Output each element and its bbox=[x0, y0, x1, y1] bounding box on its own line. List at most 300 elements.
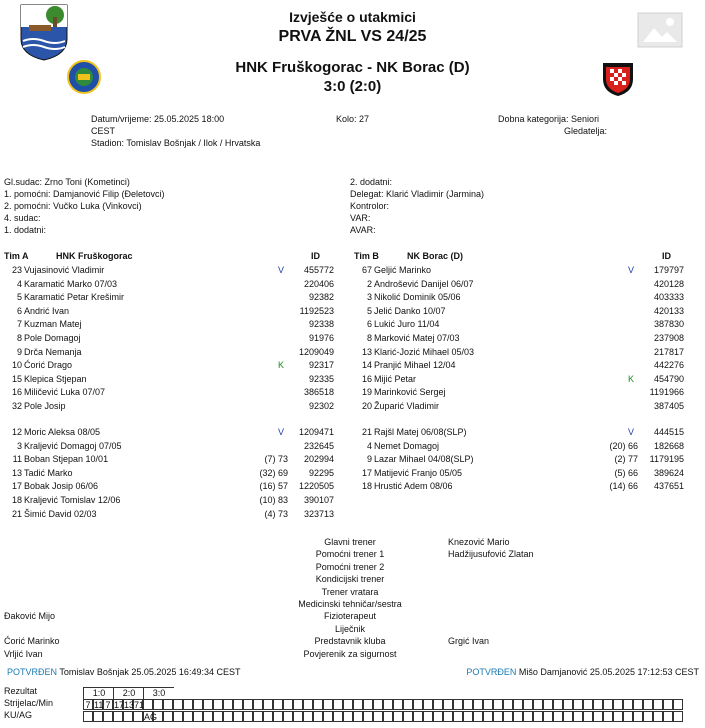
ku-ag-cell bbox=[293, 711, 303, 722]
player-sub-minute: (10) 83 bbox=[259, 495, 288, 505]
player-name: Tadić Marko bbox=[24, 467, 73, 478]
player-row bbox=[4, 318, 344, 332]
player-id: 92295 bbox=[308, 467, 334, 478]
player-number: 14 bbox=[361, 360, 372, 371]
player-row bbox=[4, 467, 344, 481]
player-number: 67 bbox=[361, 265, 372, 275]
scorer-cell bbox=[173, 699, 183, 710]
player-id: 323713 bbox=[303, 508, 334, 519]
ku-ag-cell bbox=[343, 711, 353, 722]
player-row bbox=[354, 278, 694, 292]
player-id: 237908 bbox=[653, 333, 684, 343]
scorer-cell bbox=[623, 699, 633, 710]
ku-ag-cell: AG bbox=[144, 712, 158, 722]
player-role-mark: K bbox=[628, 373, 635, 384]
scorer-cell bbox=[593, 699, 603, 710]
ku-ag-cell bbox=[403, 711, 413, 722]
scorer-cell bbox=[183, 699, 193, 710]
player-name: Marković Matej 07/03 bbox=[374, 333, 460, 343]
player-id: 1209471 bbox=[298, 427, 334, 437]
player-sub-minute: (32) 69 bbox=[259, 467, 288, 478]
player-id: 92302 bbox=[308, 401, 334, 411]
player-number: 2 bbox=[366, 278, 372, 289]
player-number: 3 bbox=[16, 440, 22, 451]
player-name: Lukić Juro 11/04 bbox=[374, 319, 440, 330]
ku-ag-cell bbox=[453, 711, 463, 722]
ku-ag-cell bbox=[123, 711, 133, 722]
player-sub-minute: (14) 66 bbox=[609, 481, 638, 492]
player-name: Nemet Domagoj bbox=[374, 440, 440, 451]
player-number: 13 bbox=[11, 467, 22, 478]
player-id: 1220505 bbox=[298, 481, 334, 492]
ku-ag-cell bbox=[513, 711, 523, 722]
player-name: Pole Domagoj bbox=[24, 333, 81, 343]
scorer-cell bbox=[143, 699, 153, 710]
ku-ag-cell bbox=[233, 711, 243, 722]
scorer-cell bbox=[573, 699, 583, 710]
official-line: 4. sudac: bbox=[4, 212, 41, 223]
result-cell: 2:0 bbox=[113, 687, 144, 699]
home-staff-name: Ćorić Marinko bbox=[4, 636, 60, 647]
player-number: 3 bbox=[366, 292, 372, 303]
scorer-cell: 71 bbox=[134, 700, 145, 710]
player-number: 20 bbox=[361, 401, 372, 411]
player-row bbox=[354, 440, 694, 454]
player-name: Rajšl Matej 06/08(SLP) bbox=[374, 427, 467, 437]
result-cell: 1:0 bbox=[83, 687, 114, 699]
ku-ag-cell bbox=[413, 711, 423, 722]
ku-ag-cell bbox=[333, 711, 343, 722]
match-score: 3:0 (2:0) bbox=[323, 78, 382, 95]
player-number: 4 bbox=[16, 278, 22, 289]
staff-role: Medicinski tehničar/sestra bbox=[298, 599, 402, 609]
player-name: Moric Aleksa 08/05 bbox=[24, 427, 101, 437]
scorer-cell bbox=[533, 699, 543, 710]
scorer-cell bbox=[603, 699, 613, 710]
ku-ag-cell bbox=[263, 711, 273, 722]
scorer-cell bbox=[163, 699, 173, 710]
player-row bbox=[4, 386, 344, 400]
player-id: 389624 bbox=[653, 467, 684, 478]
home-staff-name: Đaković Mijo bbox=[4, 611, 56, 622]
player-sub-minute: (2) 77 bbox=[614, 454, 638, 465]
player-row bbox=[4, 305, 344, 319]
player-id: 1191966 bbox=[649, 387, 684, 398]
away-staff-name: Knezović Mario bbox=[448, 537, 510, 547]
scorer-cell bbox=[653, 699, 663, 710]
player-number: 11 bbox=[12, 454, 22, 465]
player-name: Boban Stjepan 10/01 bbox=[24, 454, 109, 465]
player-name: Androšević Danijel 06/07 bbox=[374, 278, 474, 289]
ku-ag-cell bbox=[423, 711, 433, 722]
scorer-cell bbox=[243, 699, 253, 710]
ku-ag-cell bbox=[363, 711, 373, 722]
player-sub-minute: (5) 66 bbox=[614, 467, 638, 478]
player-name: Mijić Petar bbox=[374, 373, 417, 384]
ku-ag-cell bbox=[93, 711, 103, 722]
ku-ag-cell bbox=[183, 711, 193, 722]
scorer-row-label: Strijelac/Min bbox=[4, 698, 54, 708]
county-crest bbox=[19, 3, 69, 61]
scorer-cell bbox=[393, 699, 403, 710]
player-name: Drča Nemanja bbox=[24, 346, 82, 357]
player-number: 4 bbox=[366, 440, 372, 451]
scorer-cell bbox=[193, 699, 203, 710]
player-row bbox=[354, 332, 694, 346]
player-row bbox=[354, 359, 694, 373]
player-name: Geljić Marinko bbox=[374, 265, 432, 275]
player-number: 8 bbox=[16, 333, 22, 343]
ku-ag-cell bbox=[303, 711, 313, 722]
home-confirmation bbox=[7, 667, 240, 677]
player-id: 387405 bbox=[653, 401, 684, 411]
ku-ag-cell bbox=[203, 711, 213, 722]
ku-ag-cell bbox=[173, 711, 183, 722]
player-name: Vujasinović Vladimir bbox=[24, 265, 105, 275]
player-role-mark: V bbox=[278, 265, 285, 275]
scorer-cell bbox=[433, 699, 443, 710]
ku-ag-cell bbox=[533, 711, 543, 722]
away-confirmation bbox=[466, 667, 699, 677]
scorer-cell bbox=[583, 699, 593, 710]
ku-ag-row-label: KU/AG bbox=[4, 710, 33, 720]
player-number: 17 bbox=[11, 481, 22, 492]
match-timezone: CEST bbox=[91, 126, 116, 136]
scorer-cell bbox=[283, 699, 293, 710]
player-number: 5 bbox=[366, 305, 372, 316]
ku-ag-cell bbox=[553, 711, 563, 722]
player-name: Kraljević Domagoj 07/05 bbox=[24, 440, 122, 451]
home-confirmation-text: Tomislav Bošnjak 25.05.2025 16:49:34 CEST bbox=[59, 667, 241, 677]
official-line: Kontrolor: bbox=[350, 200, 390, 211]
scorer-cell bbox=[463, 699, 473, 710]
official-line: 1. dodatni: bbox=[4, 224, 47, 235]
player-role-mark: V bbox=[278, 427, 285, 437]
home-club-crest bbox=[67, 60, 101, 94]
player-row bbox=[4, 332, 344, 346]
scorer-cell bbox=[563, 699, 573, 710]
player-row bbox=[4, 480, 344, 494]
player-name: Klepica Stjepan bbox=[24, 373, 87, 384]
scorer-cell bbox=[553, 699, 563, 710]
scorer-cell bbox=[513, 699, 523, 710]
scorer-cell bbox=[273, 699, 283, 710]
scorer-cell bbox=[453, 699, 463, 710]
ku-ag-cell bbox=[253, 711, 263, 722]
player-number: 21 bbox=[11, 508, 22, 519]
match-teams: HNK Fruškogorac - NK Borac (D) bbox=[235, 59, 470, 76]
player-name: Pranjić Mihael 12/04 bbox=[374, 360, 456, 371]
scorer-cell bbox=[333, 699, 343, 710]
scorer-cell bbox=[473, 699, 483, 710]
spectators: Gledatelja: bbox=[564, 126, 608, 136]
player-name: Pole Josip bbox=[24, 401, 66, 411]
ku-ag-cell bbox=[163, 711, 173, 722]
player-id: 91976 bbox=[308, 333, 334, 343]
player-row bbox=[354, 373, 694, 387]
team-b-label: Tim B bbox=[354, 251, 379, 261]
player-row bbox=[354, 291, 694, 305]
player-number: 13 bbox=[361, 346, 372, 357]
player-id: 420128 bbox=[653, 278, 684, 289]
scorer-cell bbox=[493, 699, 503, 710]
player-row bbox=[4, 426, 344, 440]
player-number: 6 bbox=[16, 305, 22, 316]
team-a-label: Tim A bbox=[4, 251, 29, 261]
player-number: 21 bbox=[361, 427, 372, 437]
player-id: 92335 bbox=[308, 373, 334, 384]
player-number: 5 bbox=[16, 292, 22, 303]
ku-ag-cell bbox=[623, 711, 633, 722]
staff-role: Kondicijski trener bbox=[315, 574, 385, 585]
ku-ag-cell bbox=[353, 711, 363, 722]
scorer-cell bbox=[263, 699, 273, 710]
ku-ag-cell bbox=[443, 711, 453, 722]
match-round: Kolo: 27 bbox=[336, 114, 370, 124]
staff-role: Povjerenik za sigurnost bbox=[303, 648, 397, 659]
scorer-cell bbox=[483, 699, 493, 710]
player-role-mark: K bbox=[278, 360, 285, 371]
ku-ag-cell bbox=[503, 711, 513, 722]
player-row bbox=[354, 453, 694, 467]
player-name: Jelić Danko 10/07 bbox=[374, 305, 446, 316]
player-row bbox=[354, 426, 694, 440]
player-row bbox=[4, 453, 344, 467]
ku-ag-cell bbox=[603, 711, 613, 722]
player-id: 182668 bbox=[653, 440, 684, 451]
ku-ag-cell bbox=[643, 711, 653, 722]
ku-ag-cell bbox=[613, 711, 623, 722]
scorer-cell: 13 bbox=[124, 700, 135, 710]
player-id: 444515 bbox=[653, 427, 684, 437]
scorer-cell bbox=[503, 699, 513, 710]
player-id: 220406 bbox=[303, 278, 334, 289]
ku-ag-cell bbox=[113, 711, 123, 722]
ku-ag-cell bbox=[653, 711, 663, 722]
scorer-cell bbox=[153, 699, 163, 710]
team-b-name: NK Borac (D) bbox=[407, 251, 464, 261]
player-number: 16 bbox=[11, 387, 22, 398]
player-id: 217817 bbox=[653, 346, 684, 357]
player-name: Miličević Luka 07/07 bbox=[24, 387, 106, 398]
ku-ag-cell bbox=[103, 711, 113, 722]
away-staff-name: Grgić Ivan bbox=[448, 636, 490, 647]
player-id: 403333 bbox=[653, 292, 684, 303]
player-number: 32 bbox=[11, 401, 22, 411]
scorer-cell bbox=[223, 699, 233, 710]
scorer-cell bbox=[313, 699, 323, 710]
player-sub-minute: (4) 73 bbox=[264, 508, 288, 519]
official-line: 1. pomoćni: Damjanović Filip (Đeletovci) bbox=[4, 188, 165, 199]
image-placeholder-icon bbox=[637, 12, 683, 48]
player-id: 420133 bbox=[653, 305, 684, 316]
player-sub-minute: (16) 57 bbox=[259, 481, 288, 492]
player-name: Karamatić Petar Krešimir bbox=[24, 292, 125, 303]
player-name: Bobak Josip 06/06 bbox=[24, 481, 99, 492]
scorer-cell bbox=[343, 699, 353, 710]
player-row bbox=[4, 278, 344, 292]
player-row bbox=[354, 346, 694, 360]
report-title: Izvješće o utakmici bbox=[289, 9, 416, 25]
match-stadium: Stadion: Tomislav Bošnjak / Ilok / Hrvatska bbox=[91, 138, 261, 148]
scorer-cell bbox=[383, 699, 393, 710]
player-role-mark: V bbox=[628, 427, 635, 437]
staff-role: Pomoćni trener 2 bbox=[315, 561, 385, 572]
player-number: 6 bbox=[366, 319, 372, 330]
scorer-cell: 17 bbox=[114, 700, 125, 710]
player-number: 9 bbox=[16, 346, 22, 357]
player-number: 7 bbox=[16, 319, 22, 330]
player-id: 92317 bbox=[308, 360, 334, 371]
scorer-cell bbox=[203, 699, 213, 710]
player-row bbox=[354, 305, 694, 319]
player-id: 1192523 bbox=[299, 305, 334, 316]
scorer-cell bbox=[253, 699, 263, 710]
scorer-cell bbox=[633, 699, 643, 710]
team-a-id-header: ID bbox=[311, 251, 320, 261]
result-row-label: Rezultat bbox=[4, 686, 38, 696]
player-row bbox=[354, 386, 694, 400]
player-id: 92338 bbox=[308, 319, 334, 330]
home-staff-name: Vrljić Ivan bbox=[4, 648, 43, 659]
player-number: 19 bbox=[361, 387, 372, 398]
player-name: Lazar Mihael 04/08(SLP) bbox=[374, 454, 474, 465]
player-row bbox=[4, 359, 344, 373]
player-id: 387830 bbox=[653, 319, 684, 330]
ku-ag-cell bbox=[283, 711, 293, 722]
player-id: 1209049 bbox=[298, 346, 334, 357]
scorer-cell bbox=[543, 699, 553, 710]
player-name: Ćorić Drago bbox=[24, 360, 73, 371]
player-number: 8 bbox=[366, 333, 372, 343]
scorer-cell bbox=[613, 699, 623, 710]
player-row bbox=[354, 318, 694, 332]
ku-ag-cell bbox=[523, 711, 533, 722]
player-name: Andrić Ivan bbox=[24, 305, 70, 316]
player-id: 202994 bbox=[303, 454, 334, 465]
ku-ag-cell bbox=[393, 711, 403, 722]
ku-ag-cell bbox=[673, 711, 683, 722]
ku-ag-cell bbox=[663, 711, 673, 722]
ku-ag-cell bbox=[463, 711, 473, 722]
staff-role: Trener vratara bbox=[321, 586, 379, 597]
age-category: Dobna kategorija: Seniori bbox=[498, 114, 600, 124]
player-name: Matijević Franjo 05/05 bbox=[374, 467, 463, 478]
player-row bbox=[4, 346, 344, 360]
staff-role: Liječnik bbox=[334, 623, 365, 634]
staff-role: Pomoćni trener 1 bbox=[315, 549, 385, 560]
scorer-cell bbox=[663, 699, 673, 710]
ku-ag-cell bbox=[563, 711, 573, 722]
official-line: Gl.sudac: Zrno Toni (Kometinci) bbox=[4, 177, 130, 187]
ku-ag-cell bbox=[543, 711, 553, 722]
player-id: 454790 bbox=[653, 373, 684, 384]
scorer-cell bbox=[413, 699, 423, 710]
scorer-cell bbox=[233, 699, 243, 710]
official-line: 2. pomoćni: Vučko Luka (Vinkovci) bbox=[4, 200, 142, 211]
official-line: 2. dodatni: bbox=[350, 177, 393, 187]
player-name: Nikolić Dominik 05/06 bbox=[374, 292, 461, 303]
player-name: Karamatić Marko 07/03 bbox=[24, 278, 118, 289]
ku-ag-cell bbox=[473, 711, 483, 722]
staff-role: Fizioterapeut bbox=[323, 611, 377, 622]
player-number: 16 bbox=[361, 373, 372, 384]
player-name: Hrustić Adem 08/06 bbox=[374, 481, 453, 492]
player-number: 9 bbox=[366, 454, 372, 465]
ku-ag-cell bbox=[633, 711, 643, 722]
player-id: 442276 bbox=[653, 360, 684, 371]
player-name: Šimić David 02/03 bbox=[24, 508, 97, 519]
scorer-cell bbox=[423, 699, 433, 710]
ku-ag-cell bbox=[583, 711, 593, 722]
confirmed-label: POTVRĐEN bbox=[7, 667, 58, 677]
scorer-cell bbox=[213, 699, 223, 710]
player-sub-minute: (7) 73 bbox=[264, 454, 288, 465]
player-name: Marinković Sergej bbox=[374, 387, 446, 398]
player-row bbox=[354, 264, 694, 278]
player-id: 437651 bbox=[653, 481, 684, 492]
player-row bbox=[354, 467, 694, 481]
scorer-cell bbox=[523, 699, 533, 710]
away-staff-name: Hadžijusufović Zlatan bbox=[448, 549, 534, 560]
scorer-cell bbox=[353, 699, 363, 710]
scorer-cell bbox=[443, 699, 453, 710]
official-line: VAR: bbox=[350, 212, 371, 223]
scorer-cell: 7 bbox=[83, 699, 93, 710]
player-id: 232645 bbox=[303, 440, 334, 451]
scorer-cell bbox=[323, 699, 333, 710]
ku-ag-cell bbox=[213, 711, 223, 722]
player-row bbox=[4, 264, 344, 278]
ku-ag-cell bbox=[323, 711, 333, 722]
player-name: Klarić-Jozić Mihael 05/03 bbox=[374, 346, 475, 357]
confirmed-label: POTVRĐEN bbox=[466, 667, 517, 677]
player-id: 455772 bbox=[303, 265, 334, 275]
player-number: 18 bbox=[11, 495, 22, 505]
ku-ag-cell bbox=[193, 711, 203, 722]
scorer-cell: 7 bbox=[103, 699, 113, 710]
scorer-cell bbox=[673, 699, 683, 710]
player-row bbox=[4, 291, 344, 305]
scorer-cell bbox=[643, 699, 653, 710]
player-row bbox=[4, 400, 344, 414]
player-number: 23 bbox=[11, 265, 22, 275]
player-row bbox=[354, 480, 694, 494]
ku-ag-cell bbox=[313, 711, 323, 722]
player-row bbox=[4, 440, 344, 454]
player-name: Kuzman Matej bbox=[24, 319, 82, 330]
player-number: 12 bbox=[11, 427, 22, 437]
player-id: 386518 bbox=[303, 387, 334, 398]
away-confirmation-text: Mišo Damjanović 25.05.2025 17:12:53 CEST bbox=[518, 667, 699, 677]
ku-ag-cell bbox=[593, 711, 603, 722]
ku-ag-cell bbox=[483, 711, 493, 722]
result-cell: 3:0 bbox=[143, 687, 174, 699]
official-line: AVAR: bbox=[350, 224, 376, 235]
player-id: 1179195 bbox=[649, 454, 684, 465]
scorer-cell bbox=[303, 699, 313, 710]
player-row bbox=[4, 494, 344, 508]
player-number: 17 bbox=[361, 467, 372, 478]
ku-ag-cell bbox=[153, 711, 163, 722]
scorer-cell: 11 bbox=[94, 700, 104, 710]
staff-role: Predstavnik kluba bbox=[314, 636, 386, 647]
competition-title: PRVA ŽNL VS 24/25 bbox=[278, 28, 427, 45]
ku-ag-cell bbox=[493, 711, 503, 722]
player-id: 390107 bbox=[303, 495, 334, 505]
player-number: 10 bbox=[11, 360, 22, 371]
scorer-cell bbox=[363, 699, 373, 710]
